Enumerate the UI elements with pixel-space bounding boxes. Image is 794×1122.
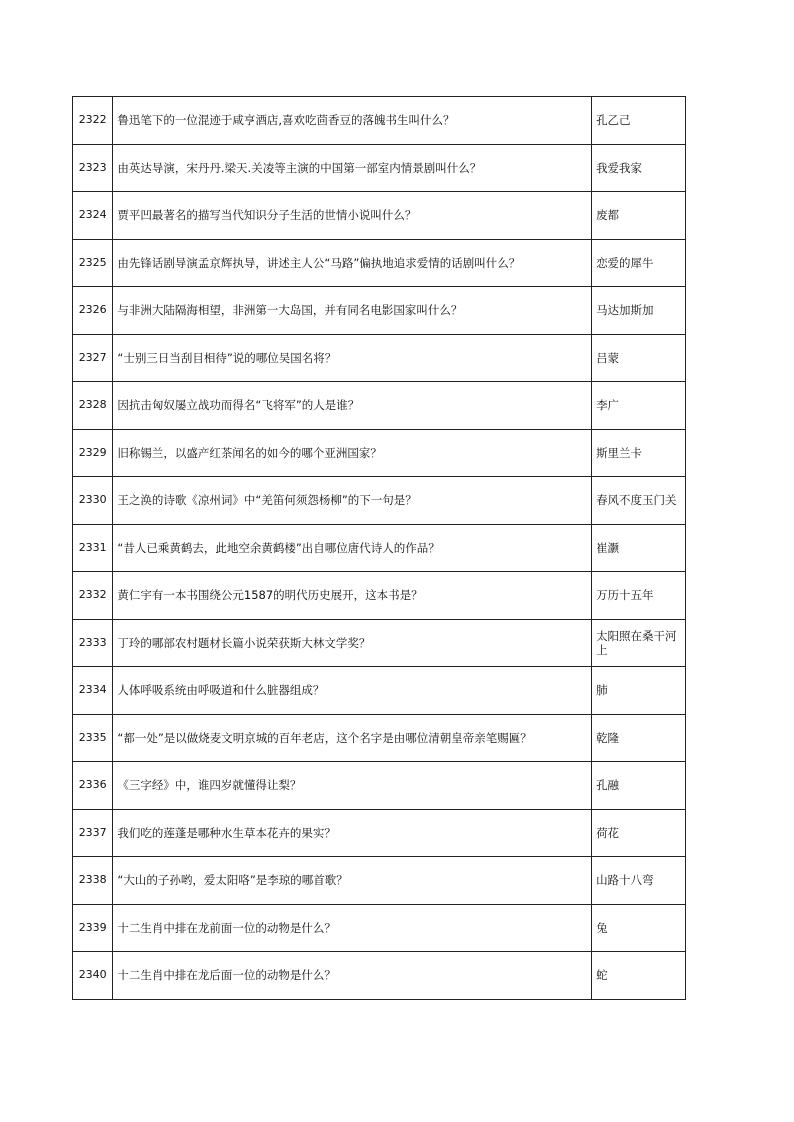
question-text: 丁玲的哪部农村题材长篇小说荣获斯大林文学奖？ bbox=[113, 619, 592, 667]
question-number: 2340 bbox=[73, 952, 113, 1000]
table-row bbox=[73, 904, 686, 952]
answer-text: 蛇 bbox=[592, 952, 686, 1000]
table-row bbox=[73, 952, 686, 1000]
table-row bbox=[73, 97, 686, 145]
question-number: 2333 bbox=[73, 619, 113, 667]
answer-text: 马达加斯加 bbox=[592, 287, 686, 335]
question-number: 2325 bbox=[73, 239, 113, 287]
table-row bbox=[73, 667, 686, 715]
answer-text: 山路十八弯 bbox=[592, 857, 686, 905]
answer-text: 李广 bbox=[592, 382, 686, 430]
table-row bbox=[73, 762, 686, 810]
table-row bbox=[73, 572, 686, 620]
question-text: 与非洲大陆隔海相望，非洲第一大岛国，并有同名电影国家叫什么？ bbox=[113, 287, 592, 335]
answer-text: 兔 bbox=[592, 904, 686, 952]
answer-text: 我爱我家 bbox=[592, 144, 686, 192]
question-text: 因抗击匈奴屡立战功而得名“飞将军”的人是谁？ bbox=[113, 382, 592, 430]
table-row bbox=[73, 239, 686, 287]
table-row bbox=[73, 524, 686, 572]
question-text: 贾平凹最著名的描写当代知识分子生活的世情小说叫什么？ bbox=[113, 192, 592, 240]
table-row bbox=[73, 429, 686, 477]
answer-text: 春风不度玉门关 bbox=[592, 477, 686, 525]
question-number: 2335 bbox=[73, 714, 113, 762]
question-number: 2329 bbox=[73, 429, 113, 477]
question-number: 2324 bbox=[73, 192, 113, 240]
answer-text: 恋爱的犀牛 bbox=[592, 239, 686, 287]
answer-text: 肺 bbox=[592, 667, 686, 715]
question-number: 2326 bbox=[73, 287, 113, 335]
answer-text: 废都 bbox=[592, 192, 686, 240]
table-row bbox=[73, 857, 686, 905]
question-text: 由英达导演，宋丹丹.梁天.关凌等主演的中国第一部室内情景剧叫什么？ bbox=[113, 144, 592, 192]
question-number: 2336 bbox=[73, 762, 113, 810]
question-number: 2339 bbox=[73, 904, 113, 952]
answer-text: 崔灏 bbox=[592, 524, 686, 572]
table-row bbox=[73, 477, 686, 525]
answer-text: 孔融 bbox=[592, 762, 686, 810]
table-row bbox=[73, 714, 686, 762]
answer-text: 太阳照在桑干河上 bbox=[592, 619, 686, 667]
question-text: 人体呼吸系统由呼吸道和什么脏器组成？ bbox=[113, 667, 592, 715]
answer-text: 乾隆 bbox=[592, 714, 686, 762]
question-text: 王之涣的诗歌《凉州词》中“羌笛何须怨杨柳”的下一句是？ bbox=[113, 477, 592, 525]
answer-text: 孔乙己 bbox=[592, 97, 686, 145]
question-text: “昔人已乘黄鹤去，此地空余黄鹤楼”出自哪位唐代诗人的作品？ bbox=[113, 524, 592, 572]
question-text: 《三字经》中，谁四岁就懂得让梨？ bbox=[113, 762, 592, 810]
question-number: 2327 bbox=[73, 334, 113, 382]
question-number: 2338 bbox=[73, 857, 113, 905]
question-number: 2328 bbox=[73, 382, 113, 430]
answer-text: 吕蒙 bbox=[592, 334, 686, 382]
table-row bbox=[73, 334, 686, 382]
question-number: 2334 bbox=[73, 667, 113, 715]
table-row bbox=[73, 192, 686, 240]
question-number: 2330 bbox=[73, 477, 113, 525]
question-number: 2332 bbox=[73, 572, 113, 620]
question-text: “都一处”是以做烧麦文明京城的百年老店，这个名字是由哪位清朝皇帝亲笔赐匾？ bbox=[113, 714, 592, 762]
question-text: 十二生肖中排在龙后面一位的动物是什么？ bbox=[113, 952, 592, 1000]
table-row bbox=[73, 809, 686, 857]
answer-text: 斯里兰卡 bbox=[592, 429, 686, 477]
question-text: 由先锋话剧导演孟京辉执导，讲述主人公“马路”偏执地追求爱情的话剧叫什么？ bbox=[113, 239, 592, 287]
question-number: 2323 bbox=[73, 144, 113, 192]
table-row bbox=[73, 619, 686, 667]
answer-text: 万历十五年 bbox=[592, 572, 686, 620]
question-text: “士别三日当刮目相待”说的哪位吴国名将？ bbox=[113, 334, 592, 382]
question-text: 黄仁宇有一本书围绕公元1587的明代历史展开，这本书是？ bbox=[113, 572, 592, 620]
question-text: 旧称锡兰，以盛产红茶闻名的如今的哪个亚洲国家？ bbox=[113, 429, 592, 477]
question-text: 鲁迅笔下的一位混迹于咸亨酒店,喜欢吃茴香豆的落魄书生叫什么？ bbox=[113, 97, 592, 145]
table-row bbox=[73, 144, 686, 192]
qa-table bbox=[72, 96, 686, 1000]
question-text: 我们吃的莲蓬是哪种水生草本花卉的果实？ bbox=[113, 809, 592, 857]
question-number: 2337 bbox=[73, 809, 113, 857]
qa-table-body bbox=[73, 97, 686, 1000]
question-text: “大山的子孙哟，爱太阳咯”是李琼的哪首歌？ bbox=[113, 857, 592, 905]
question-text: 十二生肖中排在龙前面一位的动物是什么？ bbox=[113, 904, 592, 952]
question-number: 2331 bbox=[73, 524, 113, 572]
table-row bbox=[73, 382, 686, 430]
answer-text: 荷花 bbox=[592, 809, 686, 857]
question-number: 2322 bbox=[73, 97, 113, 145]
table-row bbox=[73, 287, 686, 335]
